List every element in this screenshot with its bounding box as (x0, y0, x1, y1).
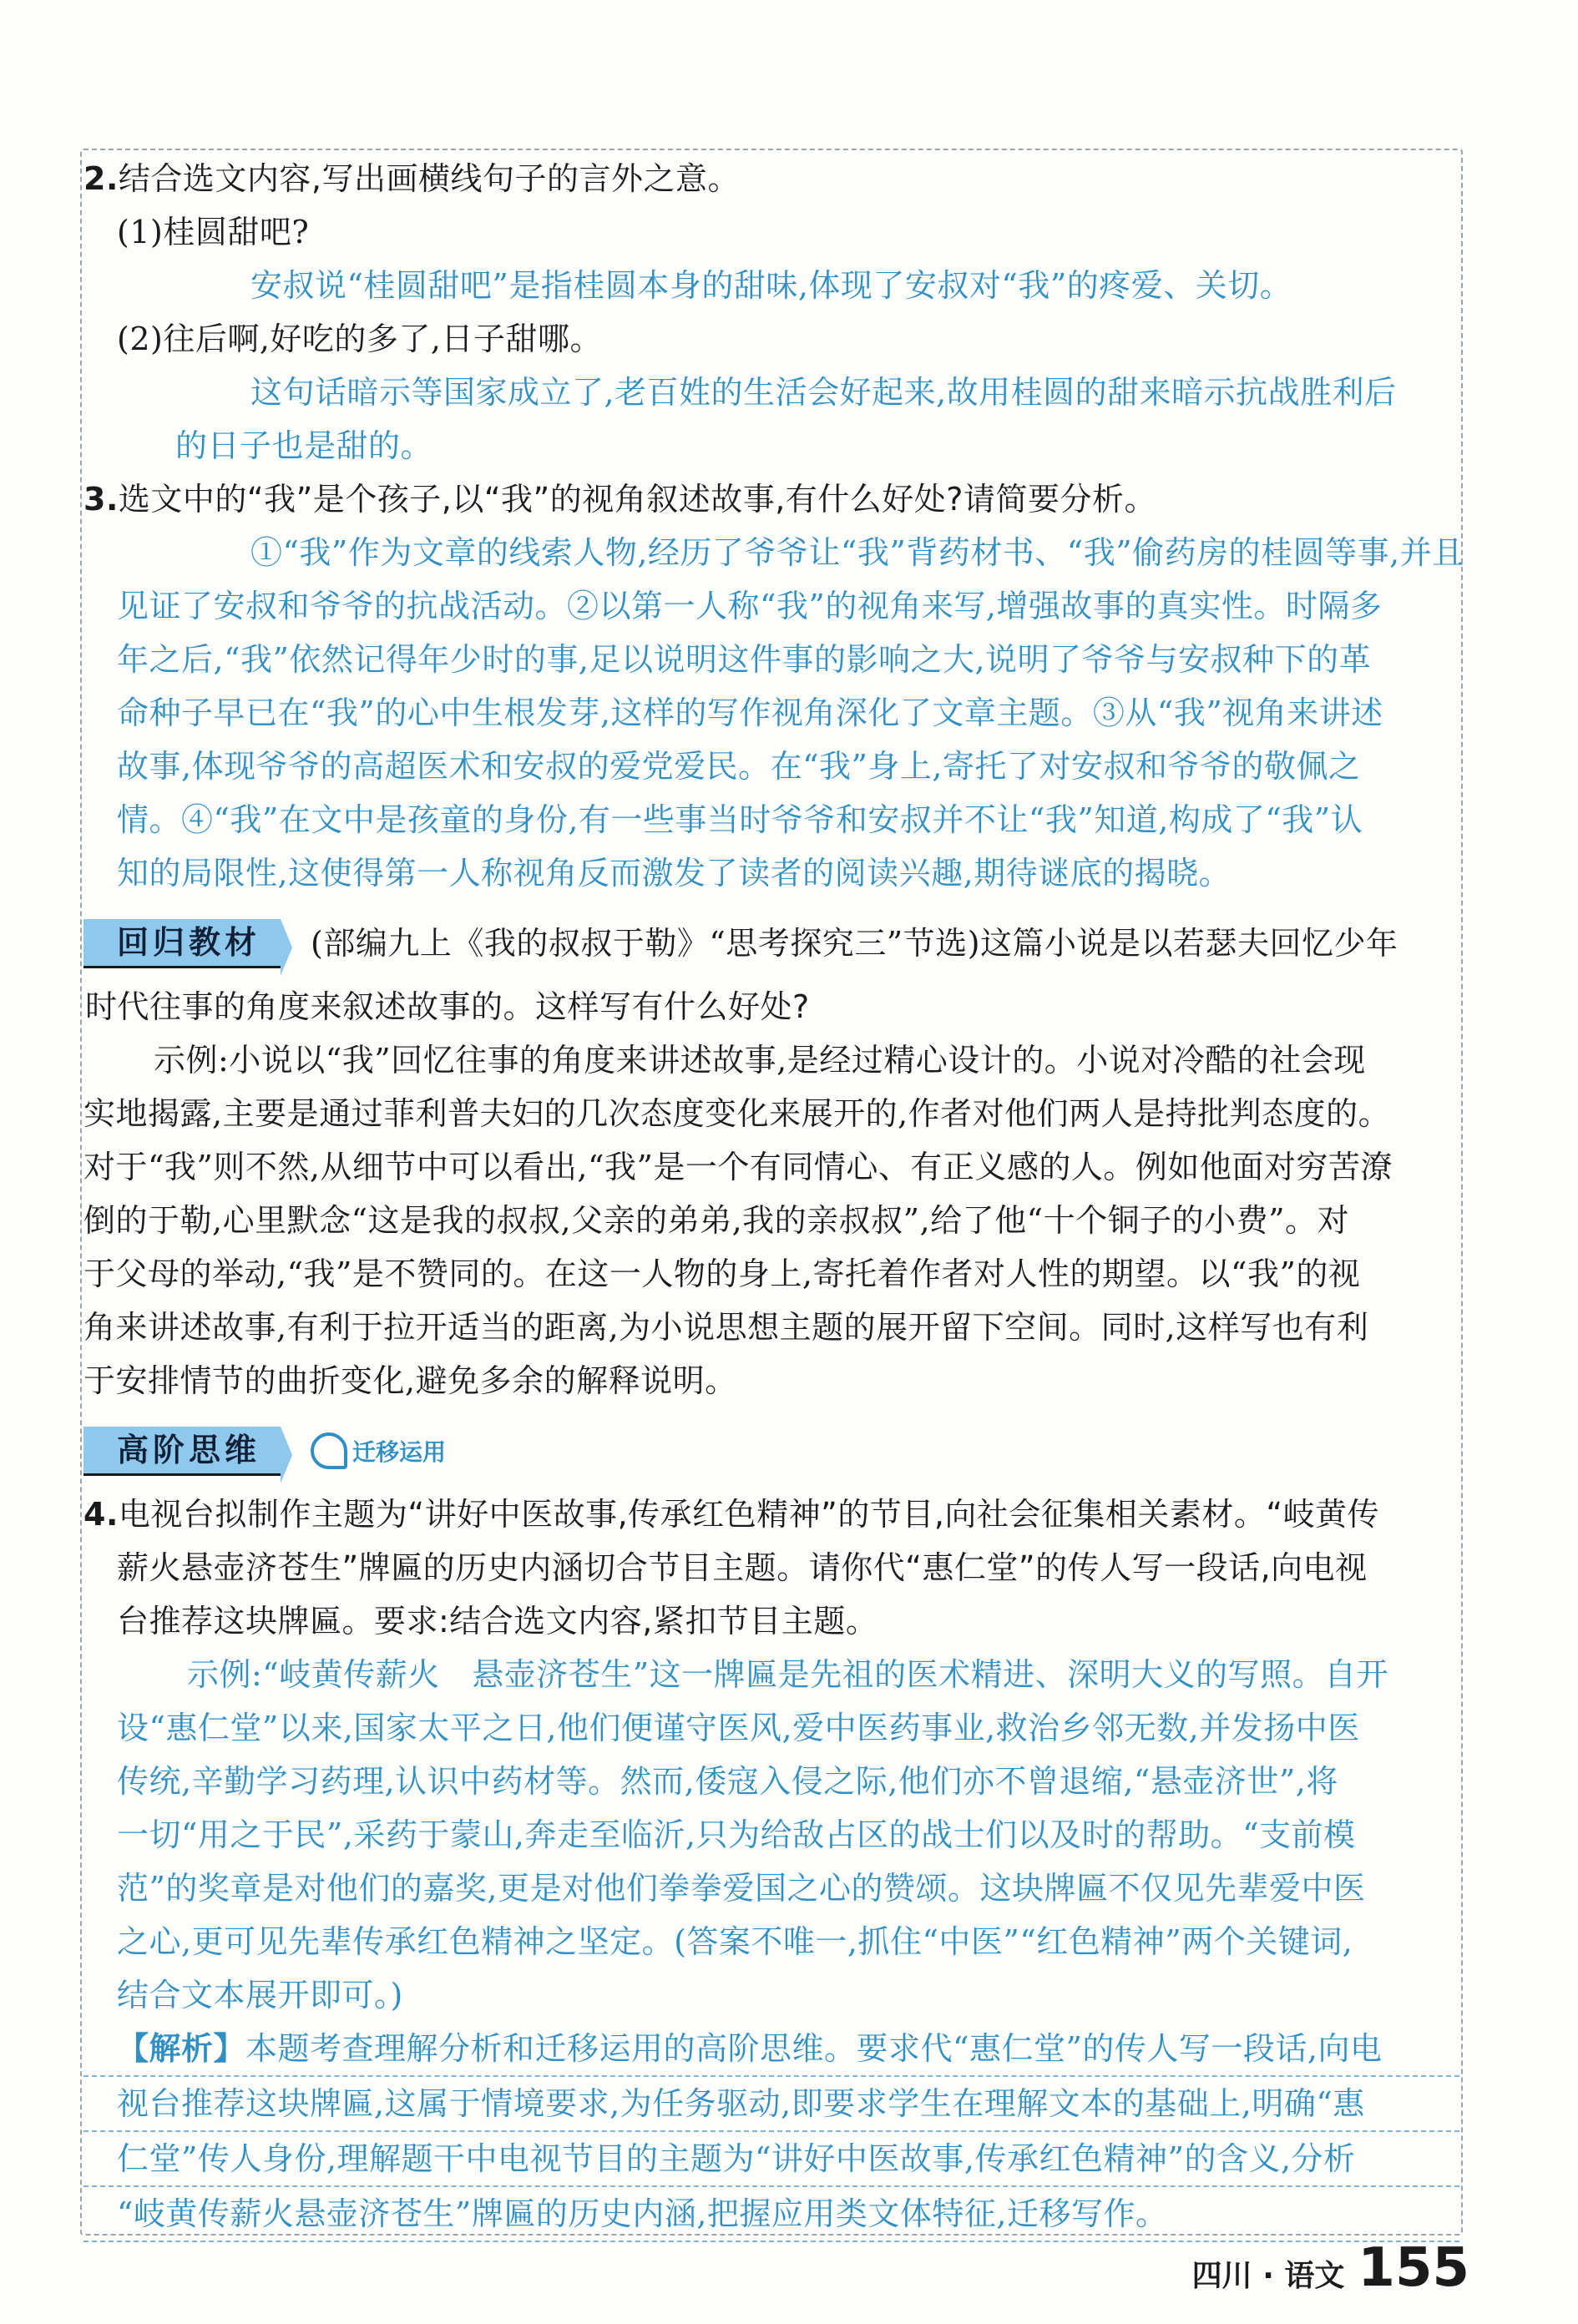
migrate-label: 迁移运用 (352, 1438, 447, 1466)
q3-answer-line: 故事,体现爷爷的高超医术和安叔的爱党爱民。在“我”身上,寄托了对安叔和爷爷的敬佩之 (117, 748, 1361, 785)
section-tag: 高阶思维 (83, 1427, 281, 1473)
page-number: 155 (1358, 2237, 1469, 2299)
return-answer-line: 实地揭露,主要是通过菲利普夫妇的几次态度变化来展开的,作者对他们两人是持批判态度的。 (83, 1095, 1391, 1132)
q4-answer-line: 范”的奖章是对他们的嘉奖,更是对他们拳拳爱国之心的赞颂。这块牌匾不仅见先辈爱中医 (117, 1870, 1366, 1907)
q3-answer-line: 情。④“我”在文中是孩童的身份,有一些事当时爷爷和安叔并不让“我”知道,构成了“我”认 (117, 801, 1363, 838)
q4-answer-line: 之心,更可见先辈传承红色精神之坚定。(答案不唯一,抓住“中医”“红色精神”两个关键词, (117, 1923, 1353, 1960)
question-text: 电视台拟制作主题为“讲好中医故事,传承红色精神”的节目,向社会征集相关素材。“岐黄传 (118, 1496, 1380, 1533)
return-answer-line: 倒的于勒,心里默念“这是我的叔叔,父亲的弟弟,我的亲叔叔”,给了他“十个铜子的小费”。对 (83, 1202, 1350, 1239)
q2-sub1: (1)桂圆甜吧? (117, 214, 310, 250)
question-number: 4. (83, 1496, 119, 1533)
return-answer-line: 于安排情节的曲折变化,避免多余的解释说明。 (83, 1362, 737, 1399)
page-content (83, 152, 1464, 2242)
q2-answer2-line1: 这句话暗示等国家成立了,老百姓的生活会好起来,故用桂圆的甜来暗示抗战胜利后 (250, 374, 1397, 411)
question-number: 3. (83, 481, 119, 518)
region-subject: 四川 · 语文 (1191, 2259, 1345, 2293)
q4-answer-line: 一切“用之于民”,采药于蒙山,奔走至临沂,只为给敌占区的战士们以及时的帮助。“支前模 (117, 1816, 1356, 1853)
page-footer (1192, 2237, 1469, 2299)
question-4-text: 薪火悬壶济苍生”牌匾的历史内涵切合节目主题。请你代“惠仁堂”的传人写一段话,向电视 (117, 1549, 1368, 1586)
return-answer-line: 角来讲述故事,有利于拉开适当的距离,为小说思想主题的展开留下空间。同时,这样写也有利 (83, 1309, 1369, 1346)
q3-answer-line: 知的局限性,这使得第一人称视角反而激发了读者的阅读兴趣,期待谜底的揭晓。 (117, 855, 1232, 892)
q3-answer-line: 见证了安叔和爷爷的抗战活动。②以第一人称“我”的视角来写,增强故事的真实性。时隔多 (117, 588, 1383, 624)
analysis-text: 本题考查理解分析和迁移运用的高阶思维。要求代“惠仁堂”的传人写一段话,向电 (245, 2030, 1383, 2067)
q2-answer2-line2: 的日子也是甜的。 (175, 427, 433, 464)
q3-answer-line: 年之后,“我”依然记得年少时的事,足以说明这件事的影响之大,说明了爷爷与安叔种下的革 (117, 641, 1372, 678)
section-higher-thinking (83, 1419, 1459, 1483)
question-number: 2. (83, 160, 119, 197)
return-intro-line2: 时代往事的角度来叙述故事的。这样写有什么好处? (85, 988, 810, 1025)
q3-answer-line: ①“我”作为文章的线索人物,经历了爷爷让“我”背药材书、“我”偷药房的桂圆等事,并且 (250, 534, 1464, 571)
return-answer-line: 对于“我”则不然,从细节中可以看出,“我”是一个有同情心、有正义感的人。例如他面对穷苦潦 (83, 1149, 1393, 1185)
section-tag: 回归教材 (83, 919, 281, 966)
q2-sub2: (2)往后啊,好吃的多了,日子甜哪。 (117, 321, 602, 357)
question-3-title (83, 472, 1459, 526)
analysis-line: 视台推荐这块牌匾,这属于情境要求,为任务驱动,即要求学生在理解文本的基础上,明确“惠 (83, 2077, 1459, 2132)
return-intro-line1: (部编九上《我的叔叔于勒》“思考探究三”节选)这篇小说是以若瑟夫回忆少年 (311, 925, 1398, 962)
question-4-title (83, 1488, 1459, 1541)
analysis-line: 仁堂”传人身份,理解题干中电视节目的主题为“讲好中医故事,传承红色精神”的含义,分析 (83, 2132, 1459, 2187)
return-answer-line: 示例:小说以“我”回忆往事的角度来讲述故事,是经过精心设计的。小说对冷酷的社会现 (154, 1042, 1366, 1079)
analysis-line: “岐黄传薪火悬壶济苍生”牌匾的历史内涵,把握应用类文体特征,迁移写作。 (83, 2187, 1459, 2242)
analysis-label: 【解析】 (117, 2029, 246, 2067)
question-text: 选文中的“我”是个孩子,以“我”的视角叙述故事,有什么好处?请简要分析。 (118, 481, 1156, 518)
q2-answer1: 安叔说“桂圆甜吧”是指桂圆本身的甜味,体现了安叔对“我”的疼爱、关切。 (250, 267, 1292, 304)
question-2-title (83, 152, 1459, 205)
hand-pointer-icon (311, 1432, 347, 1469)
q4-answer-line: 结合文本展开即可。) (117, 1977, 403, 2013)
q4-answer-line: 示例:“岐黄传薪火 悬壶济苍生”这一牌匾是先祖的医术精进、深明大义的写照。自开 (187, 1656, 1389, 1693)
analysis-line (83, 2022, 1459, 2077)
migrate-badge (311, 1432, 446, 1469)
question-text: 结合选文内容,写出画横线句子的言外之意。 (118, 160, 740, 197)
section-return-textbook (83, 912, 1459, 975)
section-tag-wrapper (83, 919, 281, 968)
return-answer-line: 于父母的举动,“我”是不赞同的。在这一人物的身上,寄托着作者对人性的期望。以“我”的视 (83, 1255, 1361, 1292)
q3-answer-line: 命种子早已在“我”的心中生根发芽,这样的写作视角深化了文章主题。③从“我”视角来讲述 (117, 695, 1383, 731)
q4-answer-line: 传统,辛勤学习药理,认识中药材等。然而,倭寇入侵之际,他们亦不曾退缩,“悬壶济世”,将 (117, 1763, 1338, 1800)
q4-answer-line: 设“惠仁堂”以来,国家太平之日,他们便谨守医风,爱中医药事业,救治乡邻无数,并发扬中医 (117, 1710, 1360, 1746)
section-tag-wrapper (83, 1427, 281, 1476)
question-4-text: 台推荐这块牌匾。要求:结合选文内容,紧扣节目主题。 (117, 1603, 878, 1639)
